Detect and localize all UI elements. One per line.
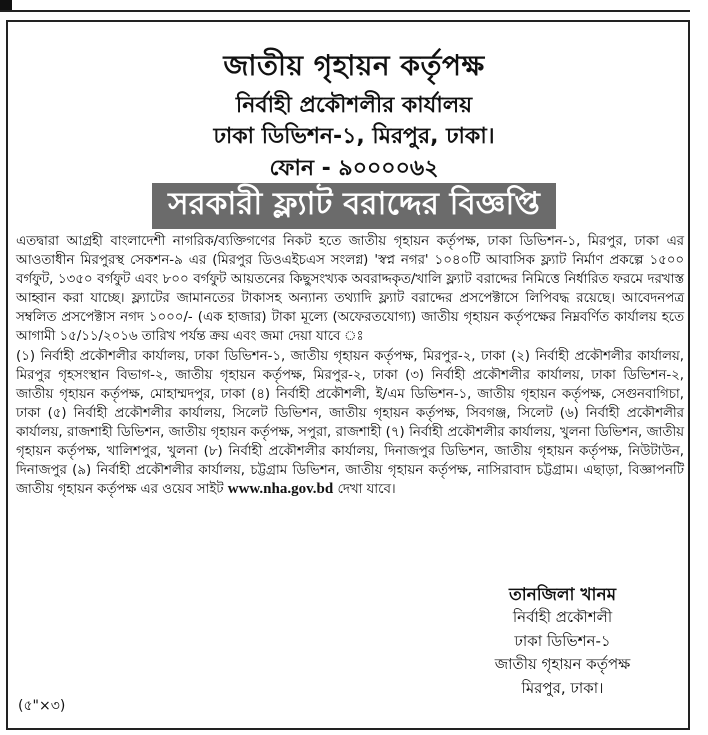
signatory-name: তানজিলা খানম: [508, 585, 617, 605]
website-link[interactable]: www.nha.gov.bd: [227, 481, 334, 498]
top-border: [0, 0, 690, 12]
signatory-organization: জাতীয় গৃহায়ন কর্তৃপক্ষ: [494, 655, 631, 673]
office-name: নির্বাহী প্রকৌশলীর কার্যালয়: [235, 93, 473, 118]
signatory-designation: নির্বাহী প্রকৌশলী: [512, 608, 613, 626]
phone-number: ফোন - ৯০০০০৬২: [269, 156, 439, 181]
signature-block: [455, 584, 670, 700]
organization-title: জাতীয় গৃহায়ন কর্তৃপক্ষ: [223, 49, 485, 82]
signatory-location: মিরপুর, ঢাকা।: [521, 678, 604, 697]
signatory-division: ঢাকা ডিভিশন-১: [514, 631, 611, 650]
offices-list: (১) নির্বাহী প্রকৌশলীর কার্যালয়, ঢাকা ডিভিশন-১, জাতীয় গৃহায়ন কর্তৃপক্ষ, মিরপুর-২, ঢাকা (২) নির্বাহী প্রকৌশলীর কার্যালয়, মিরপুর গৃহসংস্থান বিভাগ-২, জাতীয় গৃহায়ন কর্তৃপক্ষ, মিরপুর-২, ঢাকা (৩) নির্বাহী প্রকৌশলীর কার্যালয়, ঢাকা ডিভিশন-২, জাতীয় গৃহায়ন কর্তৃপক্ষ, মোহাম্মদপুর, ঢাকা (৪) নির্বাহী প্রকৌশলী, ই/এম ডিভিশন-১, জাতীয় গৃহায়ন কর্তৃপক্ষ, সেগুনবাগিচা, ঢাকা (৫) নির্বাহী প্রকৌশলীর কার্যালয়, সিলেট ডিভিশন, জাতীয় গৃহায়ন কর্তৃপক্ষ, সিবগঞ্জ, সিলেট (৬) নির্বাহী প্রকৌশলীর কার্যালয়, রাজশাহী ডিভিশন, জাতীয় গৃহায়ন কর্তৃপক্ষ, সপুরা, রাজশাহী (৭) নির্বাহী প্রকৌশলীর কার্যালয়, খুলনা ডিভিশন, জাতীয় গৃহায়ন কর্তৃপক্ষ, খালিশপুর, খুলনা (৮) নির্বাহী প্রকৌশলীর কার্যালয়, দিনাজপুর ডিভিশন, জাতীয় গৃহায়ন কর্তৃপক্ষ, নিউটাউন, দিনাজপুর (৯) নির্বাহী প্রকৌশলীর কার্যালয়, চট্টগ্রাম ডিভিশন, জাতীয় গৃহায়ন কর্তৃপক্ষ, নাসিরাবাদ চট্টগ্রাম। এছাড়া, বিজ্ঞাপনটি জাতীয় গৃহায়ন কর্তৃপক্ষ এর ওয়েব সাইট: [16, 348, 684, 498]
banner-container: [0, 183, 708, 229]
notice-banner-title: সরকারী ফ্ল্যাট বরাদ্দের বিজ্ঞপ্তি: [152, 183, 556, 229]
corner-tab: [0, 0, 12, 10]
ad-size-note: (৫"×৩): [18, 698, 66, 714]
office-address: ঢাকা ডিভিশন-১, মিরপুর, ঢাকা।: [213, 124, 495, 149]
closing-text: দেখা যাবে।: [337, 482, 396, 498]
notice-body: [16, 232, 684, 499]
notice-paragraph-offices: [16, 347, 684, 500]
notice-paragraph-intro: এতদ্বারা আগ্রহী বাংলাদেশী নাগরিক/ব্যক্তিগণের নিকট হতে জাতীয় গৃহায়ন কর্তৃপক্ষ, ঢাকা ডিভিশন-১, মিরপুর, ঢাকা এর আওতাধীন মিরপুরস্থ সেকশন-৯ এর (মিরপুর ডিওএইচএস সংলগ্ন) 'স্বপ্ন নগর' ১০৪০টি আবাসিক ফ্ল্যাট নির্মাণ প্রকল্পে ১৫০০ বর্গফুট, ১৩৫০ বর্গফুট এবং ৮০০ বর্গফুট আয়তনের কিছুসংখ্যক অবরাদ্দকৃত/খালি ফ্ল্যাট বরাদ্দের নিমিত্তে নির্ধারিত ফরমে দরখাস্ত আহ্বান করা যাচ্ছে। ফ্ল্যাটের জামানতের টাকাসহ অন্যান্য তথ্যাদি ফ্ল্যাট বরাদ্দের প্রসপেক্টাসে লিপিবদ্ধ রয়েছে। আবেদনপত্র সম্বলিত প্রসপেক্টাস নগদ ১০০০/- (এক হাজার) টাকা মূল্যে (অফেরতযোগ্য) জাতীয় গৃহায়ন কর্তৃপক্ষের নিম্নবর্ণিত কার্যালয় হতে আগামী ১৫/১১/২০১৬ তারিখ পর্যন্ত ক্রয় এবং জমা দেয়া যাবে ঃ: [16, 234, 684, 345]
